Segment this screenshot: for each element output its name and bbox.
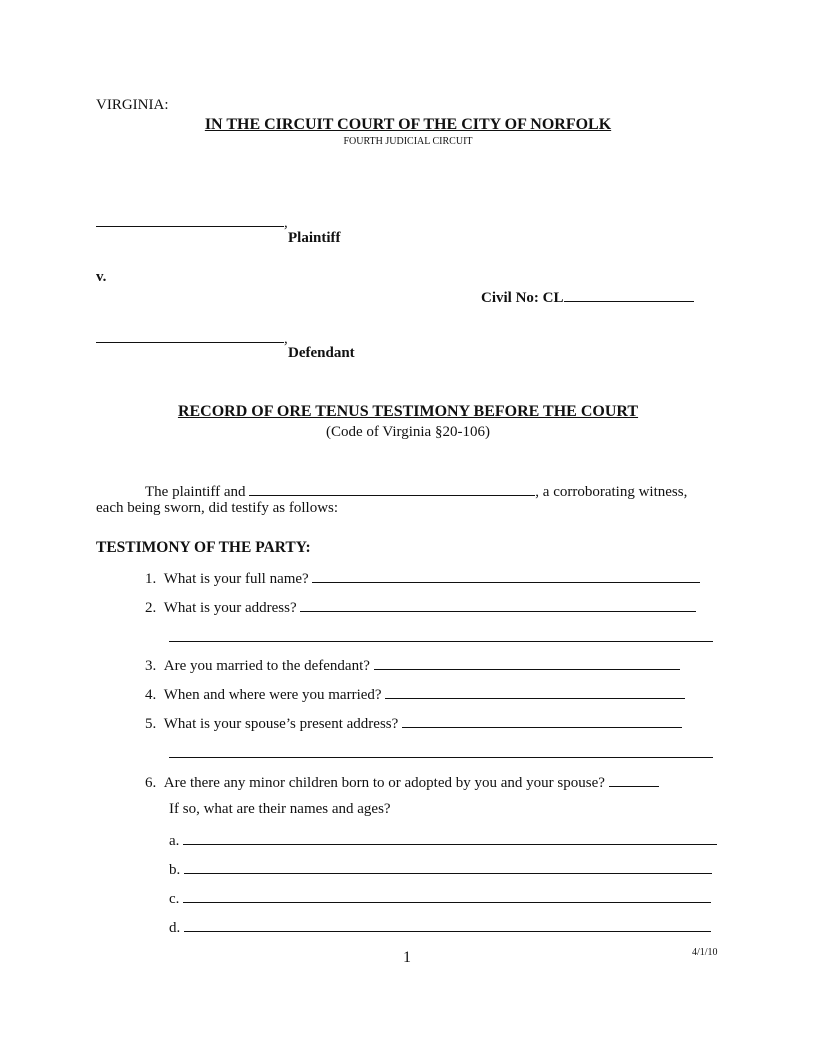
section-heading: TESTIMONY OF THE PARTY: <box>96 539 311 556</box>
intro-line-1: The plaintiff and , a corroborating witness, <box>145 481 687 501</box>
answer-5-continuation[interactable] <box>169 743 713 763</box>
answer-3-field[interactable] <box>374 655 680 670</box>
children-prompt: If so, what are their names and ages? <box>169 801 391 817</box>
defendant-label: Defendant <box>288 345 355 361</box>
child-line-c[interactable]: c. <box>169 888 711 908</box>
question-5: 5. What is your spouse’s present address? <box>145 713 682 733</box>
court-title: IN THE CIRCUIT COURT OF THE CITY OF NORFOLK <box>204 116 612 133</box>
child-line-b[interactable]: b. <box>169 859 712 879</box>
defendant-name-field[interactable]: , <box>96 328 288 348</box>
question-1: 1. What is your full name? <box>145 568 700 588</box>
witness-name-field[interactable] <box>249 481 535 496</box>
judicial-circuit: FOURTH JUDICIAL CIRCUIT <box>343 136 473 147</box>
answer-1-field[interactable] <box>312 568 700 583</box>
plaintiff-label: Plaintiff <box>288 230 341 246</box>
civil-number-label: Civil No: CL <box>481 290 564 306</box>
answer-6-field[interactable] <box>609 772 659 787</box>
revision-date: 4/1/10 <box>692 947 718 958</box>
child-line-d[interactable]: d. <box>169 917 711 937</box>
plaintiff-name-field[interactable]: , <box>96 212 288 232</box>
code-citation: (Code of Virginia §20-106) <box>326 424 490 440</box>
versus-label: v. <box>96 269 107 285</box>
child-line-a[interactable]: a. <box>169 830 717 850</box>
question-6: 6. Are there any minor children born to or adopted by you and your spouse? <box>145 772 659 792</box>
answer-5-field[interactable] <box>402 713 682 728</box>
page-number: 1 <box>403 949 411 966</box>
question-3: 3. Are you married to the defendant? <box>145 655 680 675</box>
intro-line-2: each being sworn, did testify as follows: <box>96 500 339 516</box>
document-title: RECORD OF ORE TENUS TESTIMONY BEFORE THE COURT <box>177 403 639 420</box>
answer-4-field[interactable] <box>385 684 685 699</box>
answer-2-field[interactable] <box>300 597 696 612</box>
state-label: VIRGINIA: <box>96 97 169 113</box>
civil-number-field[interactable] <box>481 287 694 307</box>
answer-2-continuation[interactable] <box>169 627 713 647</box>
question-2: 2. What is your address? <box>145 597 696 617</box>
question-4: 4. When and where were you married? <box>145 684 685 704</box>
